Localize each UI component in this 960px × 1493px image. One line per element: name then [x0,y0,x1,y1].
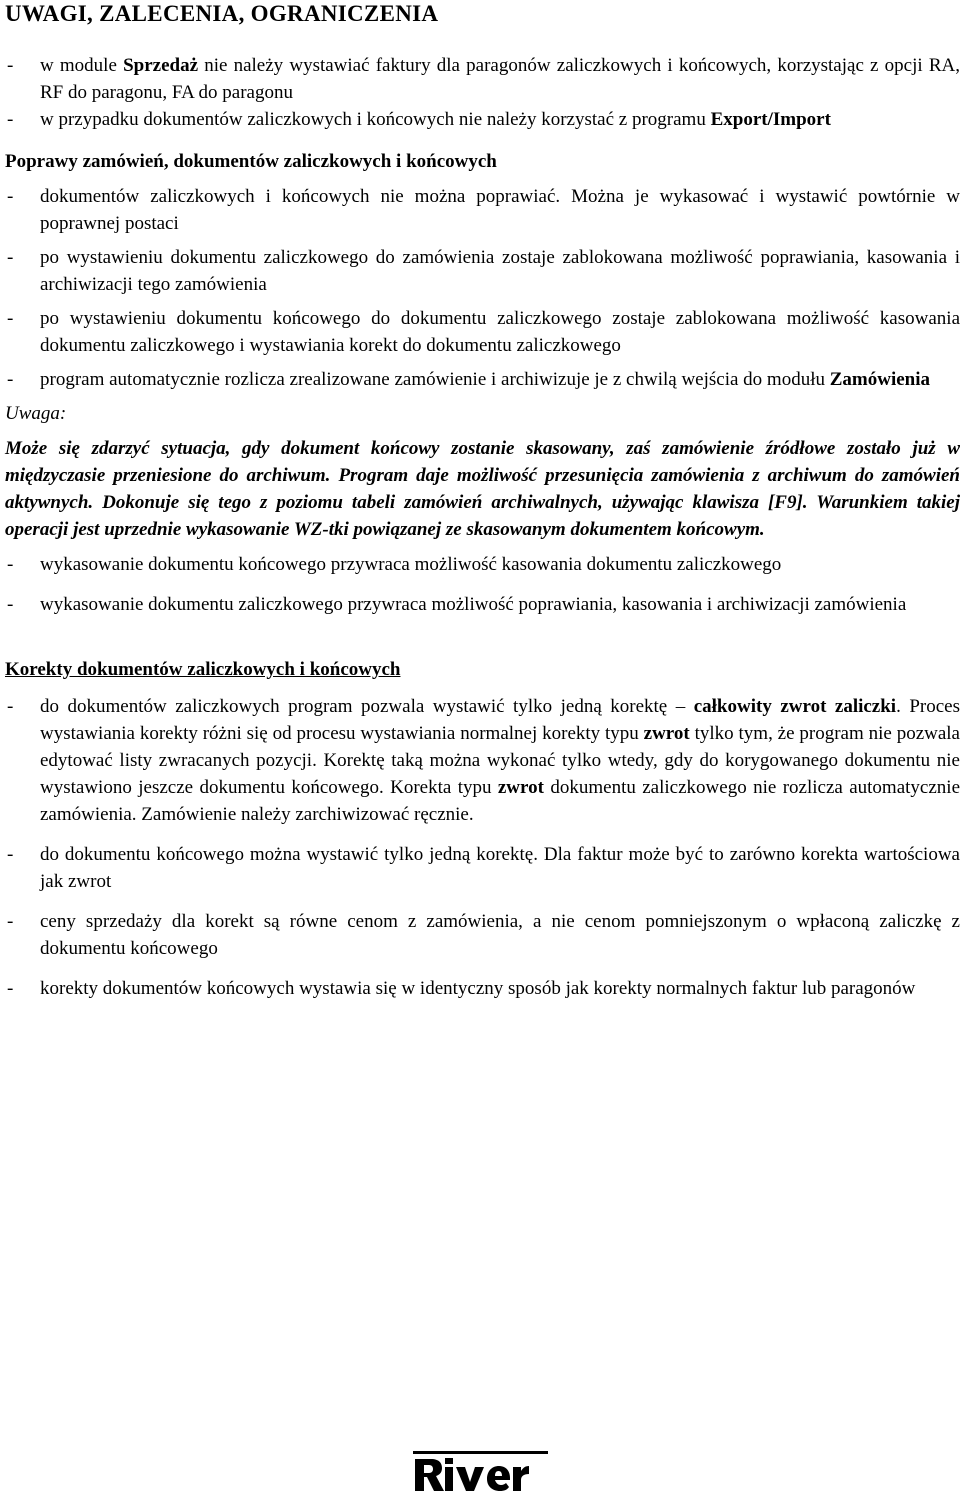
list-item: - wykasowanie dokumentu końcowego przywraca możliwość kasowania dokumentu zaliczkowego [7,554,782,575]
logo-mark [415,1458,529,1491]
list-item: - wykasowanie dokumentu zaliczkowego przywraca możliwość poprawiania, kasowania i archiwizacji zamówienia [7,594,907,615]
list-item: - program automatycznie rozlicza zrealizowane zamówienie i archiwizuje je z chwilą wejścia do modułu Zamówienia [7,369,931,390]
list-item: - w przypadku dokumentów zaliczkowych i końcowych nie należy korzystać z programu Export/Import [7,109,831,130]
logo-text: River [413,1447,416,1448]
list-item: - ceny sprzedaży dla korekt są równe cenom z zamówienia, a nie cenom pomniejszonym o wpłaconą zaliczkę z dokumentu końcowego [7,911,960,959]
river-logo [413,1447,548,1493]
logo-top-rule [413,1451,548,1454]
note-label: Uwaga: [5,403,67,424]
list-item: - do dokumentów zaliczkowych program pozwala wystawić tylko jedną korektę – całkowity zwrot zaliczki. Proces wystawiania korekty różni się od procesu wystawiania normalnej korekty typu zwrot tylko tym, że program nie pozwala edytować listy zwracanych pozycji. Korektę taką można wykonać tylko wtedy, gdy do korygowanego dokumentu nie wystawiono jeszcze dokumentu końcowego. Korekta typu zwrot dokumentu zaliczkowego nie rozlicza automatycznie zamówienia. Zamówienie należy zarchiwizować ręcznie. [7,696,960,825]
list-item: - do dokumentu końcowego można wystawić tylko jedną korektę. Dla faktur może być to zarówno korekta wartościowa jak zwrot [7,844,960,892]
page-title: UWAGI, ZALECENIA, OGRANICZENIA [5,1,439,26]
note-text: Może się zdarzyć sytuacja, gdy dokument końcowy zostanie skasowany, zaś zamówienie źródłowe zostało już w międzyczasie przeniesione do archiwum. Program daje możliwość przesunięcia zamówienia z archiwum do zamówień aktywnych. Dokonuje się tego z poziomu tabeli zamówień archiwalnych, używając klawisza [F9]. Warunkiem takiej operacji jest uprzednie wykasowanie WZ-tki powiązanej ze skasowanym dokumentem końcowym. [5,438,960,540]
section-heading: Korekty dokumentów zaliczkowych i końcowych [5,659,401,680]
list-item: - dokumentów zaliczkowych i końcowych nie można poprawiać. Można je wykasować i wystawić powtórnie w poprawnej postaci [7,186,960,234]
list-item: - po wystawieniu dokumentu zaliczkowego do zamówienia zostaje zablokowana możliwość poprawiania, kasowania i archiwizacji tego zamówienia [7,247,960,295]
list-item: - w module Sprzedaż nie należy wystawiać faktury dla paragonów zaliczkowych i końcowych, korzystając z opcji RA, RF do paragonu, FA do paragonu [7,55,960,103]
list-item: - korekty dokumentów końcowych wystawia się w identyczny sposób jak korekty normalnych faktur lub paragonów [7,978,916,999]
list-item: - po wystawieniu dokumentu końcowego do dokumentu zaliczkowego zostaje zablokowana możliwość kasowania dokumentu zaliczkowego i wystawiania korekt do dokumentu zaliczkowego [7,308,960,356]
document-page [5,0,960,1002]
section-heading: Poprawy zamówień, dokumentów zaliczkowych i końcowych [5,151,497,172]
